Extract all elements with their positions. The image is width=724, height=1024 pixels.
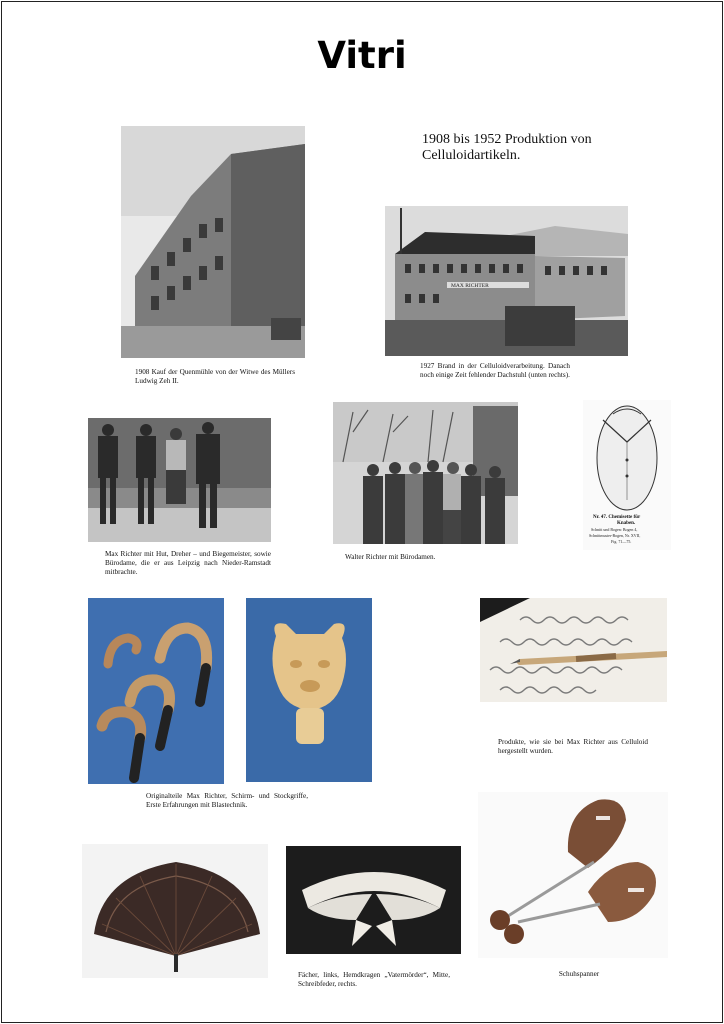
caption-shoe-stretcher: Schuhspanner: [558, 970, 600, 978]
photo-umbrella-handles: [88, 598, 224, 784]
caption-handles: Originalteile Max Richter, Schirm- und Stockgriffe, Erste Erfahrungen mit Blastechnik.: [146, 792, 308, 809]
collar-plate-line1: Nr. 47. Chemisette für: [593, 515, 641, 520]
illustration-collar: [583, 400, 671, 550]
photo-dog-head-handle: [246, 598, 372, 782]
photo-factory-fire: [385, 206, 628, 356]
photo-workers: [88, 418, 271, 542]
photo-fan: [82, 844, 268, 978]
collar-plate-line3: Schnitt und Bogen: Bogen 4,: [591, 527, 638, 532]
factory-sign: MAX RICHTER: [451, 283, 489, 289]
caption-mill: 1908 Kauf der Quenmühle von der Witwe des Müllers Ludwig Zeh II.: [135, 368, 295, 385]
caption-fire: 1927 Brand in der Celluloidverarbeitung. Danach noch einige Zeit fehlender Dachstuhl (unten rechts).: [420, 362, 570, 379]
section-heading: 1908 bis 1952 Produktion von Celluloidartikeln.: [422, 132, 592, 163]
caption-office: Walter Richter mit Bürodamen.: [345, 553, 436, 561]
collar-plate-line2: Knaben.: [617, 521, 636, 526]
caption-workers: Max Richter mit Hut, Dreher – und Biegemeister, sowie Bürodame, die er aus Leipzig nach Nieder-Ramstadt mitbrachte.: [105, 550, 271, 576]
collar-plate-line5: Fig. 71—75.: [611, 539, 632, 544]
photo-calligraphy-pen: [480, 598, 667, 702]
caption-products: Produkte, wie sie bei Max Richter aus Celluloid hergestellt wurden.: [498, 738, 648, 755]
page-title: Vitri: [317, 34, 407, 77]
collar-plate-line4: Schnittmuster-Bogen, Nr. XVII,: [589, 533, 641, 538]
photo-shirt-collar: [286, 846, 461, 954]
photo-shoe-stretcher: [478, 792, 668, 958]
photo-office: [333, 402, 518, 544]
caption-fan-collar: Fächer, links, Hemdkragen „Vatermörder“, Mitte, Schreibfeder, rechts.: [298, 971, 450, 988]
photo-mill-building: [121, 126, 305, 358]
